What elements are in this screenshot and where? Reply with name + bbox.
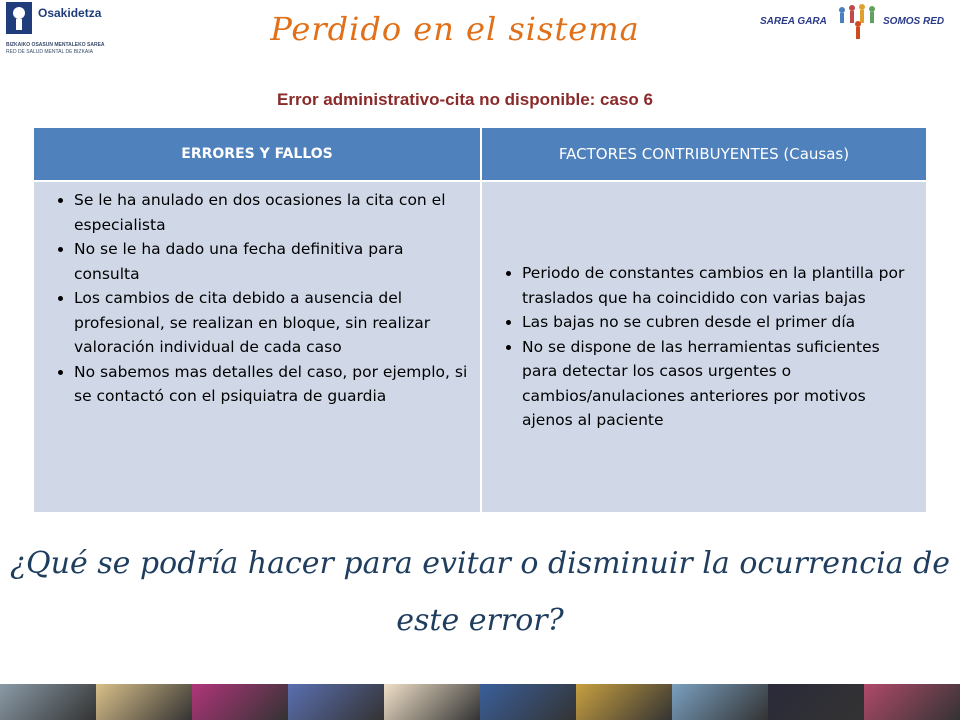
errores-cell: [34, 181, 481, 512]
photo-strip: [0, 684, 960, 720]
list-item: • Periodo de constantes cambios en la plantilla por traslados que ha coincidido con varias bajas: [522, 261, 916, 310]
case-subtitle: Error administrativo-cita no disponible: caso 6: [277, 90, 653, 109]
photo-tile: [0, 684, 96, 720]
photo-tile: [768, 684, 864, 720]
people-network-icon: [832, 2, 884, 42]
sarea-gara-text: SAREA GARA: [760, 16, 827, 27]
photo-tile: [96, 684, 192, 720]
logo-name: Osakidetza: [38, 6, 102, 20]
list-item: • Se le ha anulado en dos ocasiones la cita con el especialista: [74, 188, 470, 237]
photo-tile: [672, 684, 768, 720]
factores-cell: [481, 181, 926, 512]
sarea-gara-logo: [750, 2, 960, 42]
photo-tile: [192, 684, 288, 720]
somos-red-text: SOMOS RED: [883, 16, 945, 27]
photo-tile: [384, 684, 480, 720]
table-row: [34, 181, 926, 512]
list-item: • Los cambios de cita debido a ausencia del profesional, se realizan en bloque, sin realizar valoración individual de cada caso: [74, 286, 470, 360]
errores-list: [34, 188, 470, 409]
logo-subline-1: BIZKAIKO OSASUN MENTALEKO SAREA: [6, 42, 105, 48]
list-item: • No sabemos mas detalles del caso, por ejemplo, si se contactó con el psiquiatra de guardia: [74, 360, 470, 409]
reflection-question: ¿Qué se podría hacer para evitar o disminuir la ocurrencia de este error?: [9, 546, 951, 638]
header-errores: ERRORES Y FALLOS: [34, 128, 481, 181]
header-factores: FACTORES CONTRIBUYENTES (Causas): [481, 128, 926, 181]
list-item: • No se dispone de las herramientas suficientes para detectar los casos urgentes o cambios/anulaciones anteriores por motivos ajenos al paciente: [522, 335, 916, 433]
photo-tile: [480, 684, 576, 720]
errors-factors-table: [34, 128, 926, 512]
list-item: • Las bajas no se cubren desde el primer día: [522, 310, 916, 335]
photo-tile: [576, 684, 672, 720]
photo-tile: [864, 684, 960, 720]
page-title: Perdido en el sistema: [270, 10, 640, 48]
logo-subline-2: RED DE SALUD MENTAL DE BIZKAIA: [6, 49, 93, 55]
factores-list: [482, 261, 916, 433]
table-header-row: [34, 128, 926, 181]
photo-tile: [288, 684, 384, 720]
list-item: • No se le ha dado una fecha definitiva para consulta: [74, 237, 470, 286]
